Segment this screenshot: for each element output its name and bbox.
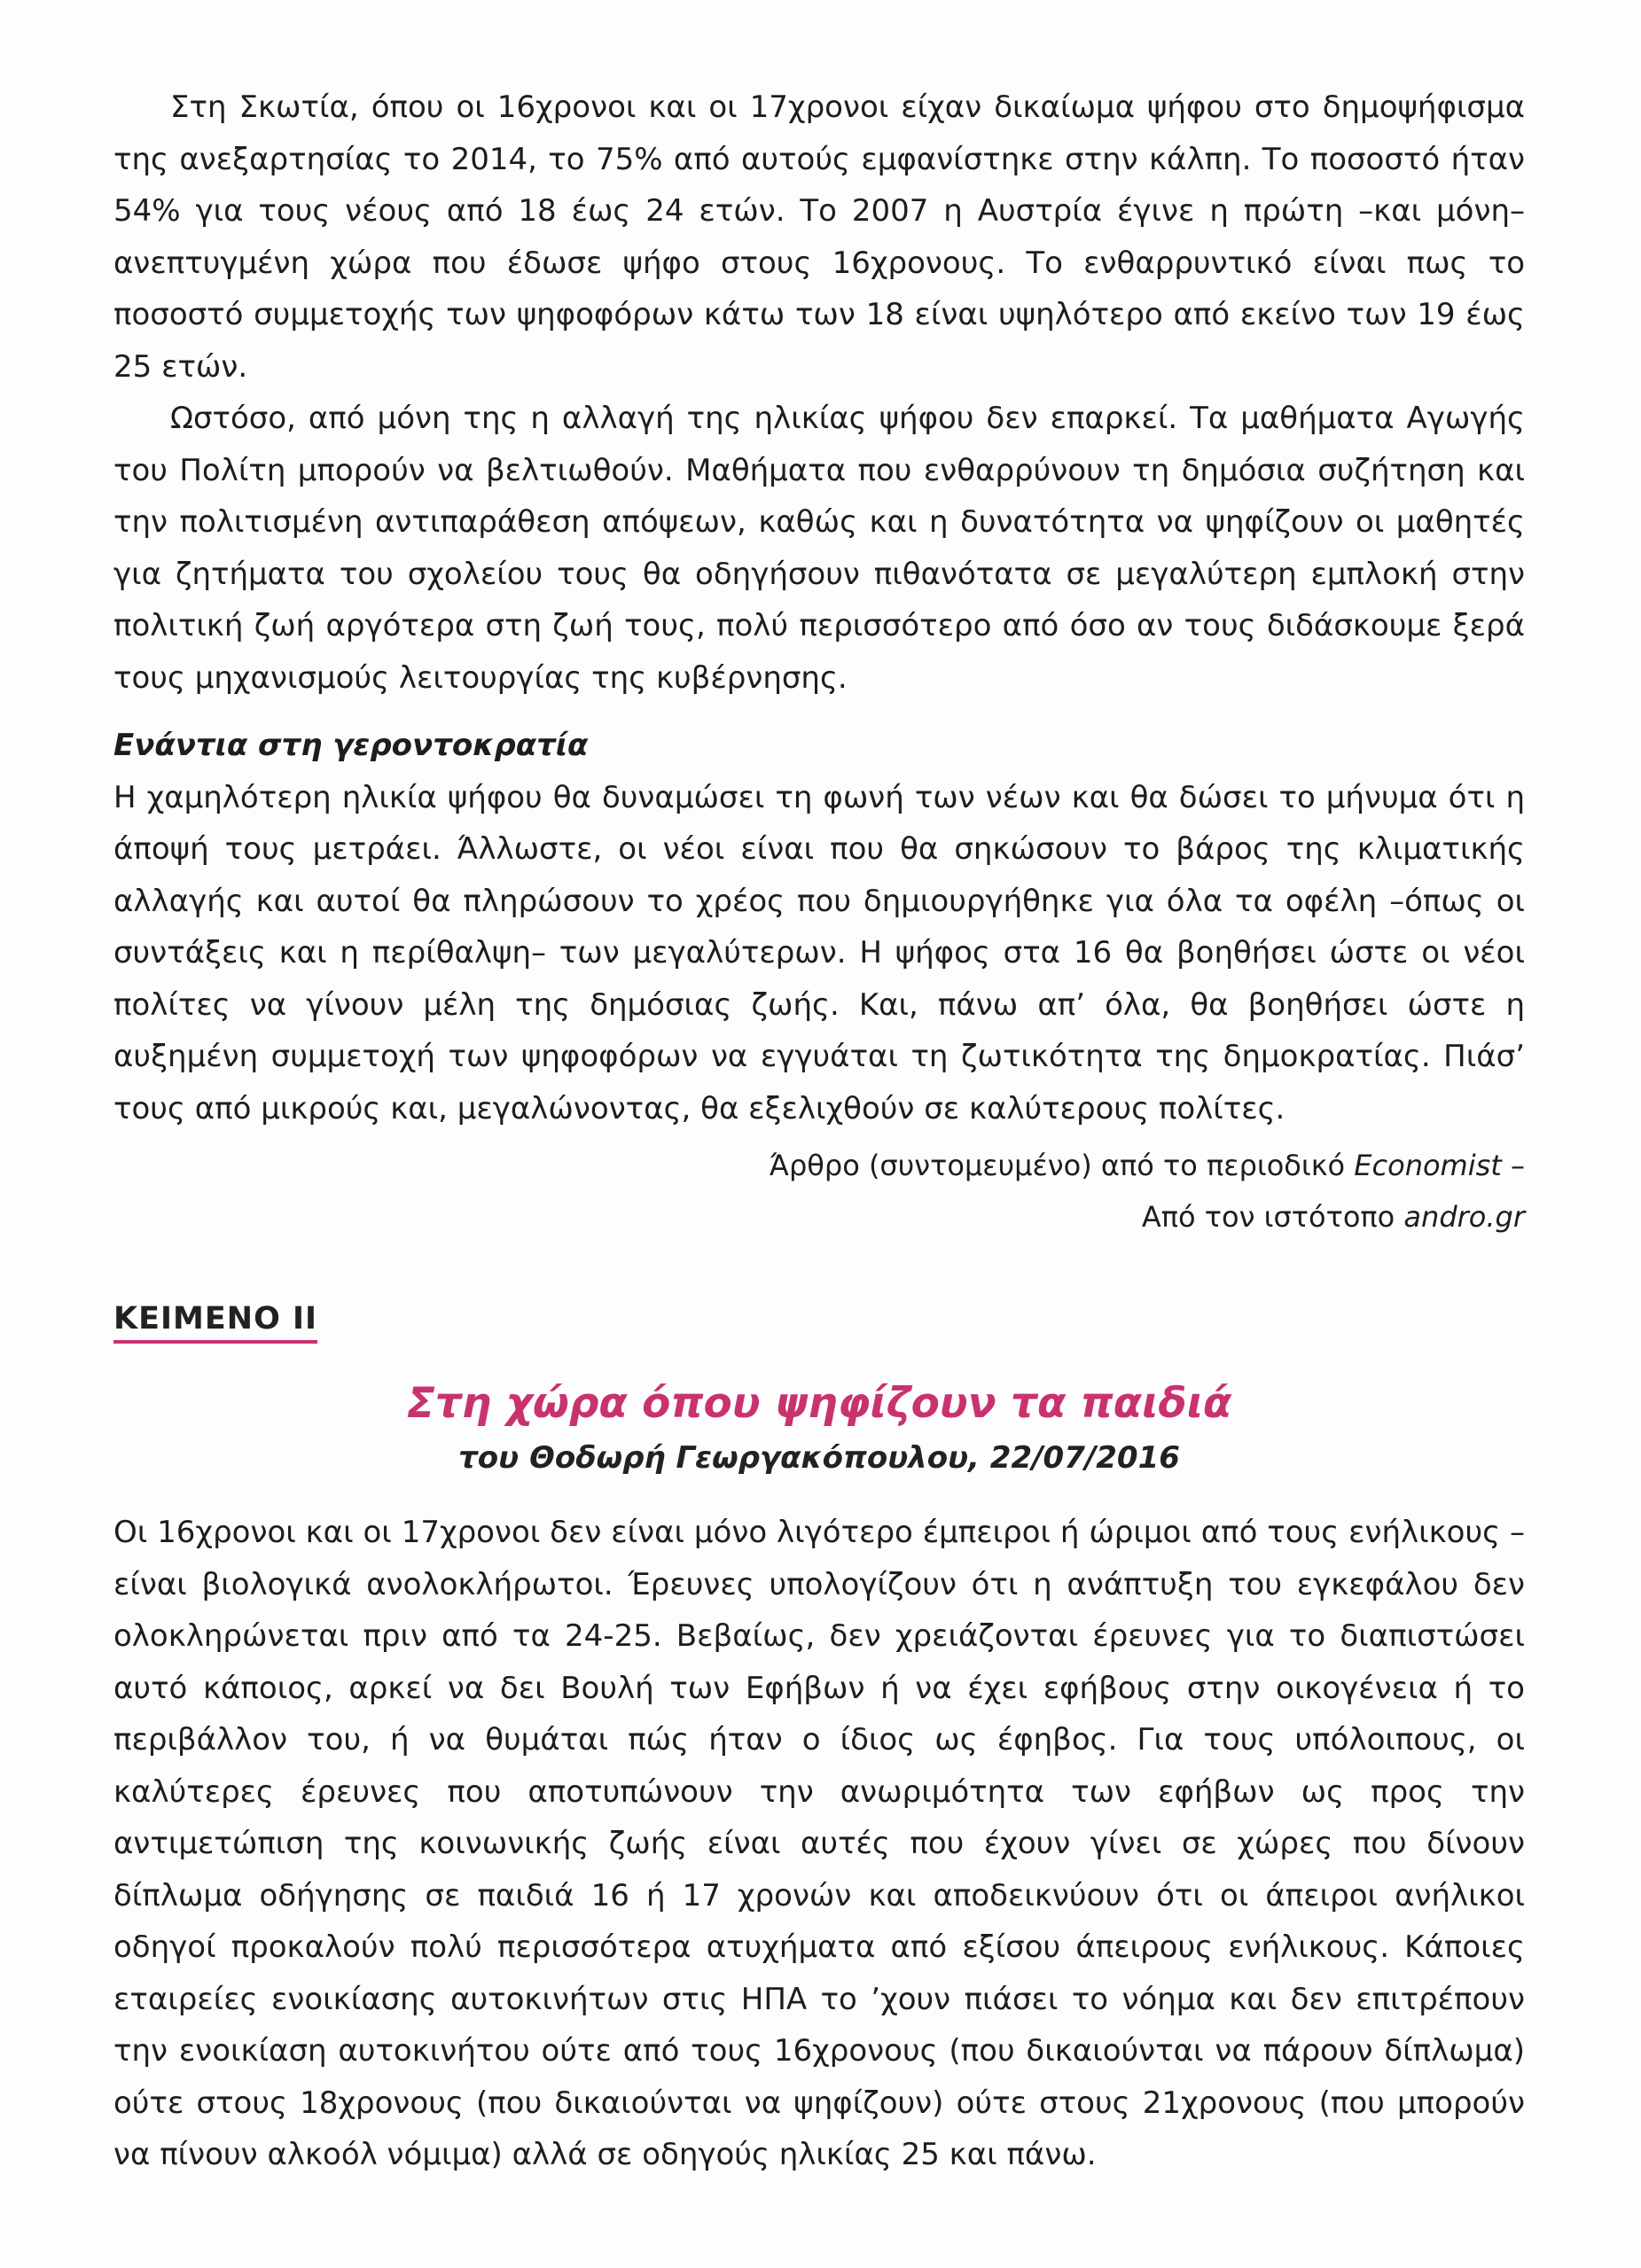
attribution-line-2 xyxy=(113,1191,1525,1243)
attribution-line-1-prefix: Άρθρο (συντομευμένο) από το περιοδικό xyxy=(769,1149,1355,1182)
text1-body xyxy=(113,82,1525,1243)
attribution xyxy=(113,1140,1525,1243)
text1-paragraph-2: Ωστόσο, από μόνη της η αλλαγή της ηλικίας ψήφου δεν επαρκεί. Τα μαθήματα Αγωγής του Πολίτη μπορούν να βελτιωθούν. Μαθήματα που ενθαρρύνουν τη δημόσια συζήτηση και την πολιτισμένη αντιπαράθεση απόψεων, καθώς και η δυνατότητα να ψηφίζουν οι μαθητές για ζητήματα του σχολείου τους θα οδηγήσουν πιθανότατα σε μεγαλύτερη εμπλοκή στην πολιτική ζωή αργότερα στη ζωή τους, πολύ περισσότερο από όσο αν τους διδάσκουμε ξερά τους μηχανισμούς λειτουργίας της κυβέρνησης. xyxy=(113,401,1525,696)
text2-title: Στη χώρα όπου ψηφίζουν τα παιδιά xyxy=(406,1379,1232,1428)
attribution-line-1 xyxy=(113,1140,1525,1191)
text2-paragraph: Οι 16χρονοι και οι 17χρονοι δεν είναι μόνο λιγότερο έμπειροι ή ώριμοι από τους ενήλικους – είναι βιολογικά ανολοκλήρωτοι. Έρευνες υπολογίζουν ότι η ανάπτυξη του εγκεφάλου δεν ολοκληρώνεται πριν από τα 24-25. Βεβαίως, δεν χρειάζονται έρευνες για το διαπιστώσει αυτό κάποιος, αρκεί να δει Βουλή των Εφήβων ή να έχει εφήβους στην οικογένεια ή το περιβάλλον του, ή να θυμάται πώς ήταν ο ίδιος ως έφηβος. Για τους υπόλοιπους, οι καλύτερες έρευνες που αποτυπώνουν την ανωριμότητα των εφήβων ως προς την αντιμετώπιση της κοινωνικής ζωής είναι αυτές που έχουν γίνει σε χώρες που δίνουν δίπλωμα οδήγησης σε παιδιά 16 ή 17 χρονών και αποδεικνύουν ότι οι άπειροι ανήλικοι οδηγοί προκαλούν πολύ περισσότερα ατυχήματα από εξίσου άπειρους ενήλικους. Κάποιες εταιρείες ενοικίασης αυτοκινήτων στις ΗΠΑ το ’χουν πιάσει το νόημα και δεν επιτρέπουν την ενοικίαση αυτοκινήτου ούτε από τους 16χρονους (που δικαιούνται να πάρουν δίπλωμα) ούτε στους 18χρονους (που δικαιούνται να ψηφίζουν) ούτε στους 21χρονους (που μπορούν να πίνουν αλκοόλ νόμιμα) αλλά σε οδηγούς ηλικίας 25 και πάνω. xyxy=(113,1515,1525,2172)
attribution-source-website: andro.gr xyxy=(1403,1200,1525,1234)
text1-subheading-paragraph: Η χαμηλότερη ηλικία ψήφου θα δυναμώσει τη φωνή των νέων και θα δώσει το μήνυμα ότι η άποψή τους μετράει. Άλλωστε, οι νέοι είναι που θα σηκώσουν το βάρος της κλιματικής αλλαγής και αυτοί θα πληρώσουν το χρέος που δημιουργήθηκε για όλα τα οφέλη –όπως οι συντάξεις και η περίθαλψη– των μεγαλύτερων. Η ψήφος στα 16 θα βοηθήσει ώστε οι νέοι πολίτες να γίνουν μέλη της δημόσιας ζωής. Και, πάνω απ’ όλα, θα βοηθήσει ώστε η αυξημένη συμμετοχή των ψηφοφόρων να εγγυάται τη ζωτικότητα της δημοκρατίας. Πιάσ’ τους από μικρούς και, μεγαλώνοντας, θα εξελιχθούν σε καλύτερους πολίτες. xyxy=(113,779,1525,1126)
section-label-text2: ΚΕΙΜΕΝΟ ΙΙ xyxy=(113,1301,317,1344)
attribution-line-1-suffix: – xyxy=(1501,1149,1525,1182)
text1-paragraph-1: Στη Σκωτία, όπου οι 16χρονοι και οι 17χρονοι είχαν δικαίωμα ψήφου στο δημοψήφισμα της ανεξαρτησίας το 2014, το 75% από αυτούς εμφανίστηκε στην κάλπη. Το ποσοστό ήταν 54% για τους νέους από 18 έως 24 ετών. Το 2007 η Αυστρία έγινε η πρώτη –και μόνη– ανεπτυγμένη χώρα που έδωσε ψήφο στους 16χρονους. Το ενθαρρυντικό είναι πως το ποσοστό συμμετοχής των ψηφοφόρων κάτω των 18 είναι υψηλότερο από εκείνο των 19 έως 25 ετών. xyxy=(113,90,1525,385)
text2-byline: του Θοδωρή Γεωργακόπουλου, 22/07/2016 xyxy=(458,1440,1180,1476)
attribution-line-2-prefix: Από τον ιστότοπο xyxy=(1141,1200,1404,1234)
text1-subheading: Ενάντια στη γεροντοκρατία xyxy=(113,728,589,763)
attribution-source-economist: Economist xyxy=(1354,1149,1502,1182)
text2-body xyxy=(113,1507,1525,2181)
